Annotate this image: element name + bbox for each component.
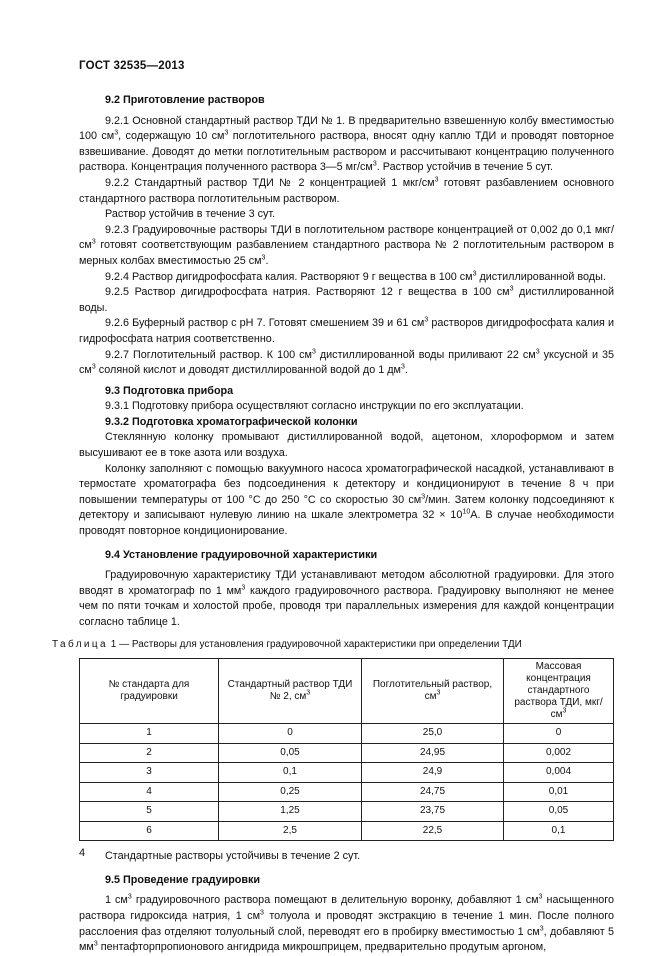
table-row <box>80 724 614 744</box>
table-cell: 0 <box>219 724 362 744</box>
paragraph-9-2-2: 9.2.2 Стандартный раствор ТДИ № 2 концентрацией 1 мкг/$см^3$ готовят разбавлением основного стандартного раствора поглотительным раствором. <box>79 176 615 205</box>
table-cell: 2,5 <box>219 821 362 841</box>
table-cell: 22,5 <box>362 821 504 841</box>
paragraph-stability-2-days: Стандартные растворы устойчивы в течение 2 сут. <box>105 850 361 863</box>
table-cell: 0,1 <box>219 763 362 783</box>
table-cell: 23,75 <box>362 802 504 822</box>
table-row <box>80 802 614 822</box>
table-cell: 3 <box>80 763 219 783</box>
paragraph-9-3-1: 9.3.1 Подготовку прибора осуществляют согласно инструкции по его эксплуатации. <box>105 400 524 413</box>
header-mass-concentration: Массовая концентрация стандартного раствора ТДИ, мкг/$см^3$ <box>504 659 614 724</box>
table-cell: 6 <box>80 821 219 841</box>
calibration-table <box>79 658 614 841</box>
paragraph-9-2-4: 9.2.4 Раствор дигидрофосфата калия. Растворяют 9 г вещества в 100 $см^3$ дистиллированной воды. <box>105 269 606 283</box>
table-cell: 24,75 <box>362 782 504 802</box>
table-cell: 0,01 <box>504 782 614 802</box>
section-heading-9-5: 9.5 Проведение градуировки <box>105 873 261 886</box>
paragraph-9-2-3: 9.2.3 Градуировочные растворы ТДИ в поглотительном растворе концентрацией от 0,002 до 0,1 мкг/$см^3$ готовят соответствующим разбавлением стандартного раствора № 2 поглотительным раствором в мерных колбах вместимостью 25 $см^3$. <box>79 223 614 267</box>
paragraph-9-2-1: 9.2.1 Основной стандартный раствор ТДИ № 1. В предварительно взвешенную колбу вместимостью 100 $см^3$, содержащую 10 $см^3$ поглотительного раствора, вносят одну каплю ТДИ и проводят повторное взвешивание. Доводят до метки поглотительным раствором и рассчитывают концентрацию полученного раствора. Концентрация полученного раствора 3—5 $мг/см^3$. Раствор устойчив в течение 5 сут. <box>79 114 614 174</box>
paragraph-9-2-7: 9.2.7 Поглотительный раствор. К 100 $см^3$ дистиллированной воды приливают 22 $см^3$ уксусной и 35 $см^3$ соляной кислот и доводят дистиллированной водой до 1 $дм^3$. <box>79 347 614 377</box>
table-row <box>80 743 614 763</box>
section-heading-9-3-2: 9.3.2 Подготовка хроматографической колонки <box>105 415 358 428</box>
table-cell: 24,9 <box>362 763 504 783</box>
page-body <box>52 93 615 956</box>
paragraph-9-5: 1 $см^3$ градуировочного раствора помещают в делительную воронку, добавляют 1 $см^3$ насыщенного раствора гидроксида натрия, 1 $см^3$ толуола и проводят экстракцию в течение 1 мин. После полного расслоения фаз отделяют толуольный слой, переводят его в пробирку вместимостью 1 $см^3$, добавляют 5 $мм^3$ пентафторпропионового ангидрида микрошприцем, предварительно продутым аргоном, <box>79 893 615 954</box>
table-cell: 1,25 <box>219 802 362 822</box>
paragraph-column-conditioning: Колонку заполняют с помощью вакуумного насоса хроматографической насадкой, устанавливают в термостате хроматографа без подсоединения к детектору и кондиционируют в течение 8 ч при повышении температуры от 100 °С до 250 °С со скоростью 30 $см^3$/мин. Затем колонку подсоединяют к детектору и записывают нулевую линию на шкале электрометра $32 \times 10^{10}А$. В случае необходимости проводят повторное кондиционирование. <box>79 462 614 538</box>
table-row <box>80 821 614 841</box>
page-number: 4 <box>79 847 86 859</box>
paragraph-column-washing: Стеклянную колонку промывают дистиллированной водой, ацетоном, хлороформом и затем высушивают ее в токе азота или воздуха. <box>79 431 614 460</box>
section-heading-9-4: 9.4 Установление градуировочной характеристики <box>105 548 378 561</box>
paragraph-9-2-5: 9.2.5 Раствор дигидрофосфата натрия. Растворяют 12 г вещества в 100 $см^3$ дистиллированной воды. <box>79 285 614 314</box>
paragraph-9-4: Градуировочную характеристику ТДИ устанавливают методом абсолютной градуировки. Для этого вводят в хроматограф по 1 $мм^3$ каждого градуировочного раствора. Градуировку выполняют не менее чем по пяти точкам и холостой пробе, проводя три параллельных измерения для каждой концентрации согласно таблице 1. <box>79 569 614 628</box>
table-row <box>80 782 614 802</box>
document-id: ГОСТ 32535—2013 <box>79 60 185 72</box>
table-cell: 0 <box>504 724 614 744</box>
paragraph-stability-3-days: Раствор устойчив в течение 3 сут. <box>105 208 276 221</box>
table-cell: 0,002 <box>504 743 614 763</box>
table-cell: 5 <box>80 802 219 822</box>
table-cell: 1 <box>80 724 219 744</box>
table-caption: Таблица 1 — Растворы для установления градуировочной характеристики при определении ТДИ <box>52 638 522 650</box>
table-header-row <box>80 659 614 724</box>
header-absorption-solution: Поглотительный раствор, $см^3$ <box>362 659 504 724</box>
table-cell: 0,25 <box>219 782 362 802</box>
section-heading-9-3: 9.3 Подготовка прибора <box>105 384 234 397</box>
table-cell: 4 <box>80 782 219 802</box>
header-standard-number: № стандарта для градуировки <box>80 659 219 724</box>
table-row <box>80 763 614 783</box>
table-cell: 24,95 <box>362 743 504 763</box>
table-cell: 0,004 <box>504 763 614 783</box>
table-cell: 0,1 <box>504 821 614 841</box>
table-cell: 25,0 <box>362 724 504 744</box>
section-heading-9-2: 9.2 Приготовление растворов <box>105 94 265 106</box>
table-cell: 0,05 <box>504 802 614 822</box>
header-standard-solution: Стандартный раствор ТДИ № 2, $см^3$ <box>219 659 362 724</box>
paragraph-9-2-6: 9.2.6 Буферный раствор с рН 7. Готовят смешением 39 и 61 $см^3$ растворов дигидрофосфата калия и гидрофосфата натрия соответственно. <box>79 316 615 345</box>
table-cell: 2 <box>80 743 219 763</box>
table-cell: 0,05 <box>219 743 362 763</box>
